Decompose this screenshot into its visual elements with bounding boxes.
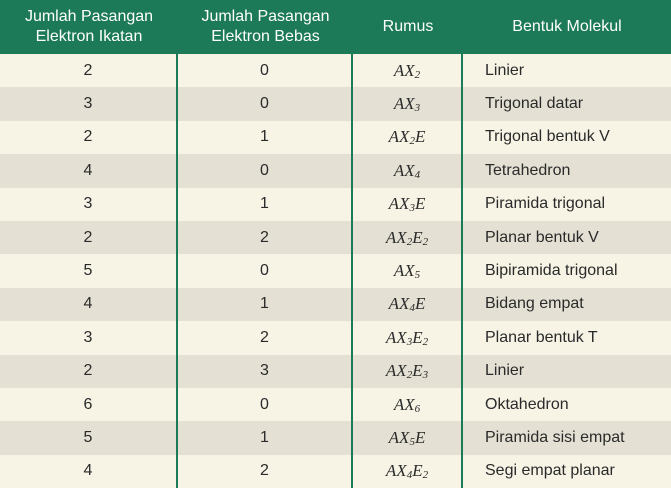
formula-symbol: AX: [393, 261, 415, 281]
table-body: [0, 54, 671, 488]
molecular-shape-cell: Piramida trigonal: [485, 195, 606, 213]
table-row: [0, 254, 671, 287]
formula-symbol: E: [414, 127, 426, 147]
formula-subscript: 2: [422, 469, 429, 482]
header-lone-pairs: Jumlah Pasangan Elektron Bebas: [201, 8, 330, 45]
bonding-pairs-cell: 5: [0, 421, 178, 454]
bonding-pairs-cell: 2: [0, 54, 178, 87]
formula-symbol: AX: [388, 127, 410, 147]
lone-pairs-cell: 0: [178, 87, 353, 120]
formula-symbol: AX: [393, 394, 415, 414]
formula-cell: [353, 421, 463, 454]
table-row: [0, 221, 671, 254]
table-row: [0, 121, 671, 154]
formula-cell: [353, 288, 463, 321]
molecular-shape-cell: Linier: [485, 61, 525, 79]
table-row: [0, 188, 671, 221]
header-molecular-shape: Bentuk Molekul: [512, 18, 622, 35]
formula-cell: [353, 121, 463, 154]
formula-text: [389, 428, 426, 448]
lone-pairs-cell: 1: [178, 121, 353, 154]
formula-cell: [353, 87, 463, 120]
lone-pairs-cell: 2: [178, 455, 353, 488]
molecular-shape-cell: Planar bentuk T: [485, 328, 598, 346]
formula-cell: [353, 321, 463, 354]
molecular-shape-cell: Oktahedron: [485, 395, 569, 413]
lone-pairs-cell: 0: [178, 54, 353, 87]
formula-subscript: 3: [409, 202, 415, 215]
formula-subscript: 3: [414, 102, 421, 115]
formula-subscript: 6: [414, 402, 421, 415]
bonding-pairs-cell: 4: [0, 288, 178, 321]
molecular-shape-cell: Tetrahedron: [485, 161, 571, 179]
formula-subscript: 2: [414, 68, 421, 81]
formula-symbol: AX: [393, 94, 415, 114]
formula-cell: [353, 388, 463, 421]
formula-text: [389, 127, 426, 147]
molecular-shape-cell: Bipiramida trigonal: [485, 262, 618, 280]
header-bonding-pairs: Jumlah Pasangan Elektron Ikatan: [24, 8, 154, 45]
formula-symbol: AX: [385, 361, 407, 381]
formula-text: [394, 261, 420, 281]
formula-symbol: AX: [385, 227, 407, 247]
formula-subscript: 2: [409, 135, 415, 148]
lone-pairs-cell: 1: [178, 421, 353, 454]
formula-symbol: AX: [393, 60, 415, 80]
formula-text: [389, 194, 426, 214]
lone-pairs-cell: 3: [178, 355, 353, 388]
formula-cell: [353, 355, 463, 388]
formula-subscript: 4: [409, 302, 415, 315]
lone-pairs-cell: 2: [178, 221, 353, 254]
formula-cell: [353, 188, 463, 221]
molecular-shape-cell: Linier: [485, 362, 525, 380]
table-row: [0, 355, 671, 388]
formula-symbol: AX: [388, 194, 410, 214]
formula-cell: [353, 221, 463, 254]
table-header: [0, 0, 671, 54]
bonding-pairs-cell: 2: [0, 221, 178, 254]
formula-subscript: 2: [422, 335, 429, 348]
formula-symbol: AX: [388, 427, 410, 447]
formula-symbol: E: [414, 294, 426, 314]
formula-subscript: 3: [422, 369, 429, 382]
molecular-shape-cell: Planar bentuk V: [485, 228, 599, 246]
bonding-pairs-cell: 2: [0, 355, 178, 388]
formula-cell: [353, 54, 463, 87]
lone-pairs-cell: 0: [178, 388, 353, 421]
molecular-shape-cell: Segi empat planar: [485, 462, 615, 480]
lone-pairs-cell: 1: [178, 288, 353, 321]
formula-cell: [353, 154, 463, 187]
table-row: [0, 87, 671, 120]
bonding-pairs-cell: 3: [0, 321, 178, 354]
lone-pairs-cell: 1: [178, 188, 353, 221]
table-row: [0, 455, 671, 488]
formula-symbol: E: [412, 361, 423, 381]
lone-pairs-cell: 0: [178, 254, 353, 287]
formula-text: [394, 395, 420, 415]
formula-symbol: AX: [388, 294, 410, 314]
formula-subscript: 2: [406, 369, 413, 382]
bonding-pairs-cell: 4: [0, 154, 178, 187]
formula-symbol: E: [414, 194, 426, 214]
formula-text: [386, 228, 428, 248]
molecular-shape-cell: Trigonal datar: [485, 95, 584, 113]
bonding-pairs-cell: 3: [0, 188, 178, 221]
formula-text: [394, 94, 420, 114]
lone-pairs-cell: 0: [178, 154, 353, 187]
formula-text: [386, 328, 428, 348]
formula-text: [389, 294, 426, 314]
molecular-shape-cell: Trigonal bentuk V: [485, 128, 610, 146]
formula-symbol: E: [412, 227, 423, 247]
formula-text: [386, 361, 428, 381]
table-row: [0, 54, 671, 87]
table-row: [0, 288, 671, 321]
molecular-shape-cell: Bidang empat: [485, 295, 584, 313]
formula-symbol: AX: [385, 461, 407, 481]
table-row: [0, 421, 671, 454]
formula-symbol: E: [412, 327, 423, 347]
lone-pairs-cell: 2: [178, 321, 353, 354]
formula-cell: [353, 455, 463, 488]
header-formula: Rumus: [382, 18, 434, 35]
table-row: [0, 321, 671, 354]
formula-subscript: 2: [422, 235, 429, 248]
bonding-pairs-cell: 5: [0, 254, 178, 287]
formula-text: [394, 161, 420, 181]
formula-subscript: 4: [414, 168, 421, 181]
formula-text: [394, 61, 420, 81]
formula-text: [386, 461, 428, 481]
bonding-pairs-cell: 2: [0, 121, 178, 154]
table-row: [0, 154, 671, 187]
formula-subscript: 5: [409, 435, 415, 448]
bonding-pairs-cell: 6: [0, 388, 178, 421]
bonding-pairs-cell: 3: [0, 87, 178, 120]
formula-subscript: 4: [406, 469, 413, 482]
formula-cell: [353, 254, 463, 287]
formula-symbol: AX: [385, 327, 407, 347]
molecular-shape-cell: Piramida sisi empat: [485, 428, 625, 446]
formula-symbol: AX: [393, 160, 415, 180]
formula-symbol: E: [412, 461, 423, 481]
formula-subscript: 2: [406, 235, 413, 248]
formula-subscript: 5: [414, 269, 421, 282]
formula-symbol: E: [414, 427, 426, 447]
bonding-pairs-cell: 4: [0, 455, 178, 488]
table-row: [0, 388, 671, 421]
formula-subscript: 3: [406, 335, 413, 348]
